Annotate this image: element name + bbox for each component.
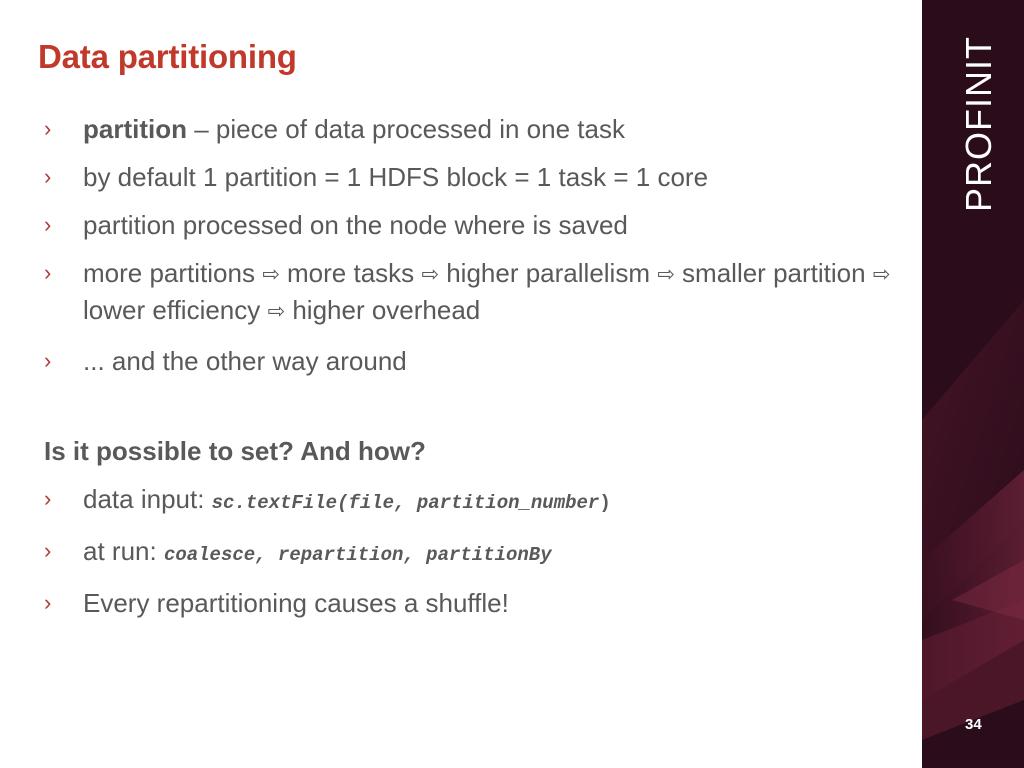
code-snippet: coalesce, repartition, partitionBy — [163, 544, 552, 566]
list-item — [44, 344, 904, 378]
list-item — [44, 112, 904, 146]
bullet-marker: › — [44, 116, 52, 141]
definition-text: – piece of data processed in one task — [187, 114, 625, 144]
bullet-text: partition processed on the node where is saved — [83, 210, 628, 240]
bullet-text: higher parallelism — [439, 258, 658, 288]
bullet-text: at run: — [83, 536, 164, 566]
bullet-text: more tasks — [279, 258, 422, 288]
section-heading: Is it possible to set? And how? — [44, 436, 426, 466]
bullet-marker: › — [44, 538, 52, 563]
bullet-text: higher overhead — [285, 295, 481, 325]
code-snippet-end: ) — [599, 492, 611, 514]
bullet-marker: › — [44, 164, 52, 189]
bullet-text: more partitions — [83, 258, 263, 288]
bullet-list-how — [44, 482, 904, 634]
bullet-text: smaller partition — [674, 258, 873, 288]
list-item — [44, 256, 904, 330]
list-item — [44, 534, 904, 572]
arrow-right-icon: ⇨ — [872, 263, 891, 286]
bullet-marker: › — [44, 260, 52, 285]
bullet-marker: › — [44, 486, 52, 511]
arrow-right-icon: ⇨ — [657, 263, 675, 286]
bullet-marker: › — [44, 590, 52, 615]
bullet-list-definitions — [44, 112, 904, 392]
list-item — [44, 482, 904, 520]
bullet-marker: › — [44, 348, 52, 373]
bullet-text: Every repartitioning causes a shuffle! — [83, 588, 509, 618]
arrow-right-icon: ⇨ — [267, 300, 286, 323]
bullet-text: by default 1 partition = 1 HDFS block = 1 task = 1 core — [83, 162, 709, 192]
bullet-text: lower efficiency — [83, 295, 268, 325]
page-number: 34 — [965, 716, 982, 733]
list-item — [44, 160, 904, 194]
brand-logo: PROFINIT — [958, 36, 999, 212]
bullet-text: ... and the other way around — [83, 346, 407, 376]
term-partition: partition — [83, 114, 187, 144]
bullet-text: data input: — [83, 484, 212, 514]
code-snippet: sc.textFile(file, partition_number — [211, 492, 600, 514]
bullet-marker: › — [44, 212, 52, 237]
list-item — [44, 586, 904, 620]
slide-title: Data partitioning — [38, 38, 297, 75]
arrow-right-icon: ⇨ — [262, 263, 280, 286]
list-item — [44, 208, 904, 242]
arrow-right-icon: ⇨ — [421, 263, 439, 286]
